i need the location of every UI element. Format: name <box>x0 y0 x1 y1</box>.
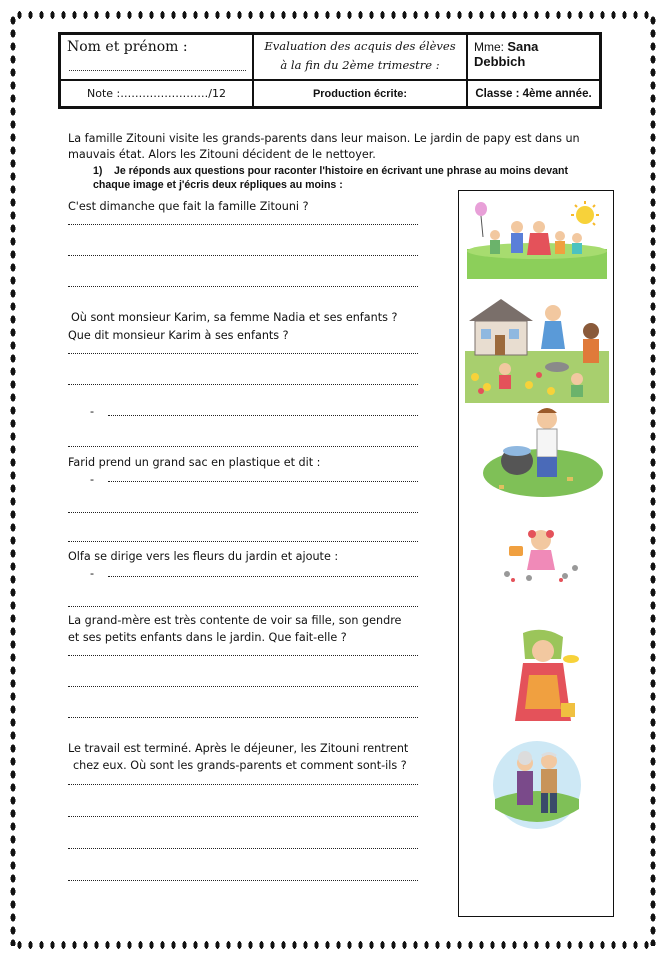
answer-line[interactable] <box>68 446 418 447</box>
answer-line[interactable] <box>68 224 418 225</box>
class-label: Classe : 4ème année. <box>475 87 592 100</box>
production-cell <box>253 80 467 107</box>
question-6: La grand-mère est très contente de voir sa fille, son gendre <box>68 614 402 627</box>
answer-line[interactable] <box>68 541 418 542</box>
intro-paragraph: La famille Zitouni visite les grands-parents dans leur maison. Le jardin de papy est dans un mauvais état. Alors les Zitouni décident de le nettoyer. <box>68 132 580 161</box>
family-walk-picture <box>467 199 607 279</box>
dialogue-dash: - <box>90 567 95 580</box>
answer-line[interactable] <box>68 512 418 513</box>
teacher-name: Sana Debbich <box>474 39 539 69</box>
name-field[interactable] <box>60 34 253 80</box>
teacher-label: Mme: <box>474 40 508 54</box>
answer-line[interactable] <box>68 606 418 607</box>
question-5: Olfa se dirige vers les fleurs du jardin et ajoute : <box>68 550 339 563</box>
answer-line[interactable] <box>68 353 418 354</box>
evaluation-title <box>253 34 467 80</box>
answer-line[interactable] <box>68 784 418 785</box>
note-label: Note :……………………/12 <box>87 87 226 100</box>
question-7: et ses petits enfants dans le jardin. Que fait-elle ? <box>68 631 347 644</box>
name-dotted-line <box>69 70 246 71</box>
instruction <box>93 164 603 192</box>
grandparents-picture <box>491 739 583 831</box>
decorative-border-right <box>648 14 658 946</box>
answer-line[interactable] <box>68 816 418 817</box>
teacher-cell <box>467 34 600 80</box>
answer-line[interactable] <box>68 686 418 687</box>
production-label: Production écrite: <box>312 87 408 100</box>
class-cell <box>467 80 600 107</box>
answer-line[interactable] <box>68 255 418 256</box>
instruction-text: Je réponds aux questions pour raconter l'histoire en écrivant une phrase au moins devant chaque image et j'écris deux répliques au moins : <box>93 165 568 191</box>
decorative-border-bottom <box>14 940 652 950</box>
answer-line[interactable] <box>68 880 418 881</box>
decorative-border-left <box>8 14 18 946</box>
garden-family-picture <box>465 291 609 403</box>
answer-line[interactable] <box>68 717 418 718</box>
dialogue-dash: - <box>90 405 95 418</box>
evaluation-line-1: Evaluation des acquis des élèves <box>264 39 456 53</box>
answer-line[interactable] <box>68 655 418 656</box>
answer-line[interactable] <box>68 384 418 385</box>
question-1: C'est dimanche que fait la famille Zitouni ? <box>68 200 309 213</box>
question-9: chez eux. Où sont les grands-parents et comment sont-ils ? <box>73 759 407 772</box>
answer-line[interactable] <box>108 576 418 577</box>
question-4: Farid prend un grand sac en plastique et dit : <box>68 456 321 469</box>
instruction-number: 1) <box>93 165 103 177</box>
question-8: Le travail est terminé. Après le déjeuner, les Zitouni rentrent <box>68 742 409 755</box>
header-table <box>58 32 602 109</box>
question-2: Où sont monsieur Karim, sa femme Nadia et ses enfants ? <box>71 311 398 324</box>
boy-with-bag-picture <box>477 403 603 503</box>
answer-line[interactable] <box>108 481 418 482</box>
pictures-column <box>458 190 614 917</box>
dialogue-dash: - <box>90 473 95 486</box>
answer-line[interactable] <box>68 848 418 849</box>
evaluation-line-2: à la fin du 2ème trimestre : <box>280 58 440 72</box>
decorative-border-top <box>14 10 652 20</box>
grandmother-cooking-picture <box>505 629 581 725</box>
note-field[interactable] <box>60 80 253 107</box>
name-label: Nom et prénom : <box>67 39 188 55</box>
question-3: Que dit monsieur Karim à ses enfants ? <box>68 329 289 342</box>
answer-line[interactable] <box>108 415 418 416</box>
girl-watering-picture <box>499 526 583 588</box>
answer-line[interactable] <box>68 286 418 287</box>
